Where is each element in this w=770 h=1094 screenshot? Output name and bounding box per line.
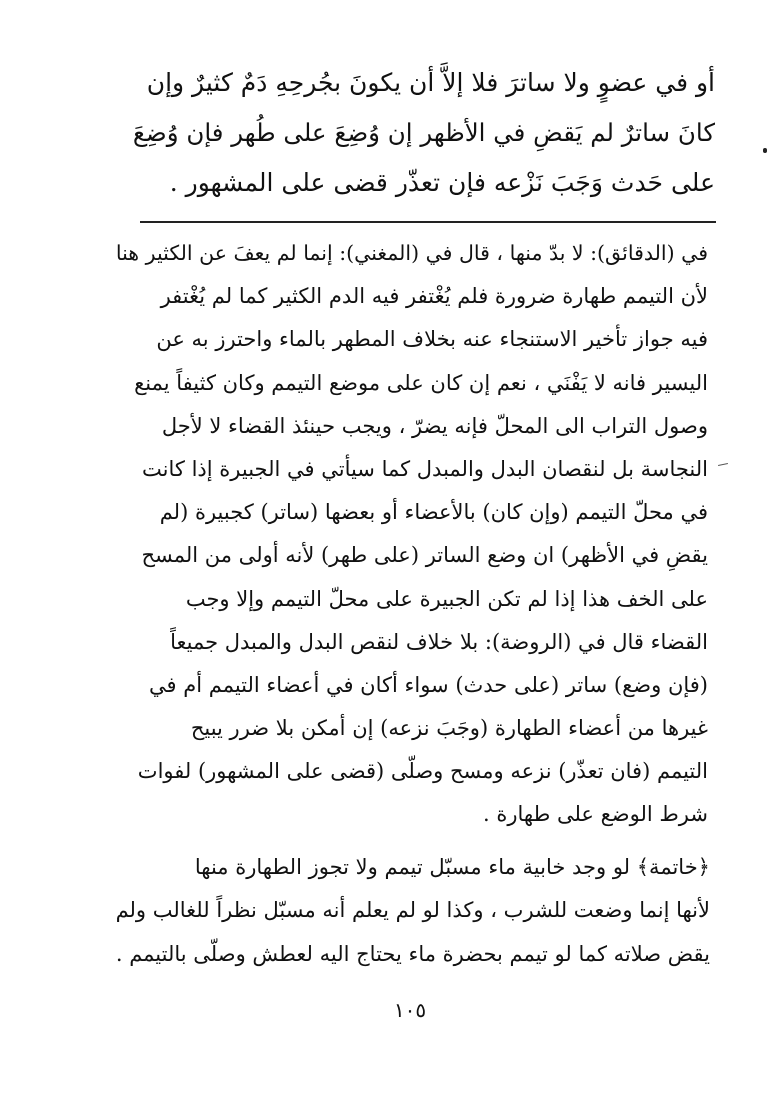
commentary-line: في محلّ التيمم (وإن كان) بالأعضاء أو بعضها (ساتر) كجبيرة (لم [159, 500, 708, 525]
commentary-line: وصول التراب الى المحلّ فإنه يضرّ ، ويجب حينئذ القضاء لا لأجل [161, 413, 708, 438]
commentary-line: شرط الوضع على طهارة . [483, 802, 708, 827]
commentary-line: لأن التيمم طهارة ضرورة فلم يُغْتفر فيه الدم الكثير كما لم يُغْتفر [160, 284, 708, 309]
commentary-line: اليسير فانه لا يَفْنَي ، نعم إن كان على موضع التيمم وكان كثيفاً يمنع [134, 370, 708, 395]
conclusion-line: ﴿خاتمة﴾ لو وجد خابية ماء مسبّل تيمم ولا تجوز الطهارة منها [194, 855, 710, 879]
conclusion-line: لأنها إنما وضعت للشرب ، وكذا لو لم يعلم أنه مسبّل نظراً للغالب ولم [115, 898, 710, 923]
commentary-block [110, 232, 708, 837]
commentary-line: النجاسة بل لنقصان البدل والمبدل كما سيأتي في الجبيرة إذا كانت [142, 456, 708, 481]
margin-mark [718, 463, 728, 466]
commentary-line: فيه جواز تأخير الاستنجاء عنه بخلاف المطهر بالماء واحترز به عن [156, 327, 708, 352]
page-edge-mark [763, 148, 767, 153]
commentary-line: التيمم (فان تعذّر) نزعه ومسح وصلّى (قضى على المشهور) لفوات [137, 759, 708, 784]
section-separator [140, 221, 716, 223]
conclusion-block [108, 846, 710, 976]
main-text-line: أو في عضوٍ ولا ساترَ فلا إلاَّ أن يكونَ بجُرحِهِ دَمٌ كثيرٌ وإن [146, 68, 715, 97]
main-text-block [125, 58, 715, 208]
page-number: ١٠٥ [393, 998, 427, 1022]
main-text-line: كانَ ساترٌ لم يَقضِ في الأظهر إن وُضِعَ على طُهر فإن وُضِعَ [132, 118, 715, 147]
commentary-line: غيرها من أعضاء الطهارة (وجَبَ نزعه) إن أمكن بلا ضرر يبيح [190, 716, 708, 741]
commentary-line: (فإن وضع) ساتر (على حدث) سواء أكان في أعضاء التيمم أم في [149, 672, 708, 697]
commentary-line: يقضِ في الأظهر) ان وضع الساتر (على طهر) لأنه أولى من المسح [141, 543, 708, 568]
conclusion-line: يقض صلاته كما لو تيمم بحضرة ماء يحتاج اليه لعطش وصلّى بالتيمم . [115, 941, 710, 966]
commentary-line: على الخف هذا إذا لم تكن الجبيرة على محلّ التيمم وإلا وجب [185, 586, 708, 611]
commentary-line: القضاء قال في (الروضة): بلا خلاف لنقص البدل والمبدل جميعاً [170, 629, 708, 654]
main-text-line: على حَدث وَجَبَ نَزْعه فإن تعذّر قضى على المشهور . [169, 168, 715, 197]
commentary-line: في (الدقائق): لا بدّ منها ، قال في (المغني): إنما لم يعفَ عن الكثير هنا [115, 241, 708, 265]
